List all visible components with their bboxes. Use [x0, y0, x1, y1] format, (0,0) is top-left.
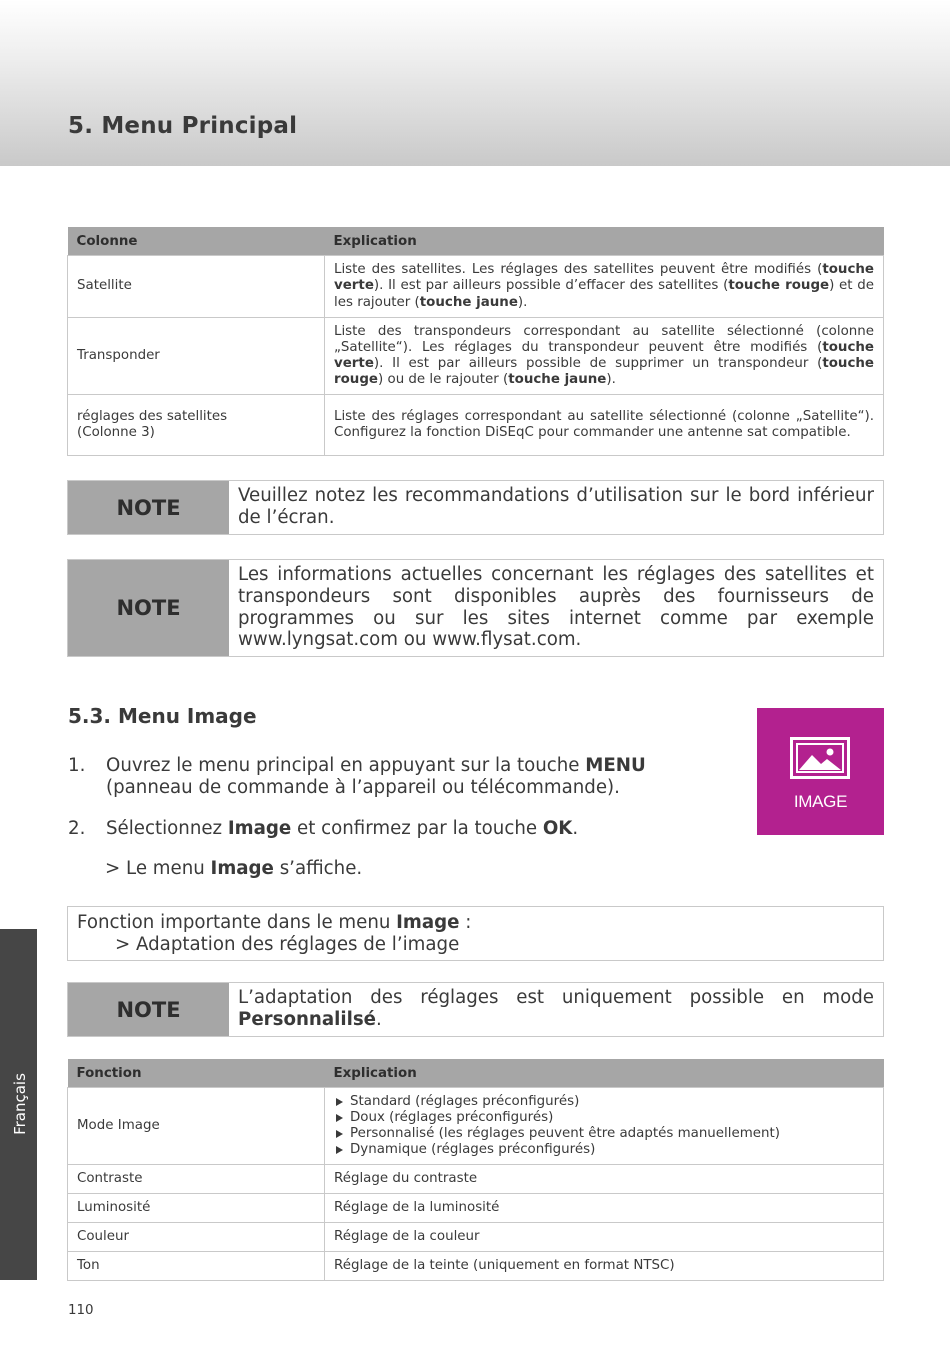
image-functions-table — [67, 1059, 884, 1281]
function-line: Fonction importante dans le menu Image : — [77, 912, 472, 933]
row-name: Mode Image — [68, 1088, 325, 1165]
note-box — [67, 982, 884, 1037]
section-title: 5.3. Menu Image — [68, 704, 257, 728]
note-label: NOTE — [68, 560, 229, 656]
step-result: > Le menu Image s’affiche. — [105, 858, 363, 879]
note-text: L’adaptation des réglages est uniquement possible en mode Personnalilsé. — [238, 987, 874, 1030]
row-explanation: Liste des transpondeurs correspondant au satellite sélectionné (colonne „Satellite“). Les réglages du transpondeur peuvent être modifiés (touche verte). Il est par ailleurs possible de supprimer un transpondeur (touche rouge) ou de le rajouter (touche jaune). — [325, 318, 884, 395]
step-2: 2. Sélectionnez Image et confirmez par la touche OK. — [68, 817, 579, 839]
row-explanation: Réglage du contraste — [325, 1165, 884, 1194]
satellite-columns-table — [67, 227, 884, 456]
picture-frame-icon — [790, 737, 850, 779]
list-item: Dynamique (réglages préconfigurés) — [334, 1142, 874, 1158]
note-text: Les informations actuelles concernant les réglages des satellites et transpondeurs sont disponibles auprès des fournisseurs de programmes ou sur les sites internet comme par exemple www.lyngsat.com ou www.flysat.com. — [238, 564, 874, 651]
table-row — [68, 1194, 884, 1223]
note-label: NOTE — [68, 983, 229, 1036]
table-header-row — [68, 1059, 884, 1088]
row-name: Luminosité — [68, 1194, 325, 1223]
list-item: Standard (réglages préconfigurés) — [334, 1094, 874, 1110]
row-name: réglages des satellites (Colonne 3) — [68, 395, 325, 456]
row-name: Satellite — [68, 256, 325, 318]
note-text: Veuillez notez les recommandations d’utilisation sur le bord inférieur de l’écran. — [238, 485, 874, 528]
table-row — [68, 1223, 884, 1252]
column-header: Colonne — [68, 227, 325, 256]
note-box — [67, 559, 884, 657]
row-explanation: Réglage de la teinte (uniquement en format NTSC) — [325, 1252, 884, 1281]
table-row — [68, 256, 884, 318]
table-header-row — [68, 227, 884, 256]
image-tile-caption: IMAGE — [793, 792, 848, 811]
function-detail: > Adaptation des réglages de l’image — [115, 933, 460, 955]
table-row — [68, 395, 884, 456]
table-row — [68, 1252, 884, 1281]
important-function-box — [67, 906, 884, 961]
page-header — [0, 0, 950, 166]
row-name: Ton — [68, 1252, 325, 1281]
column-header: Fonction — [68, 1059, 325, 1088]
row-name: Contraste — [68, 1165, 325, 1194]
column-header: Explication — [325, 227, 884, 256]
row-explanation: Réglage de la luminosité — [325, 1194, 884, 1223]
row-name: Transponder — [68, 318, 325, 395]
table-row — [68, 1165, 884, 1194]
image-menu-tile — [757, 708, 884, 835]
list-item: Personnalisé (les réglages peuvent être adaptés manuellement) — [334, 1126, 874, 1142]
row-name: Couleur — [68, 1223, 325, 1252]
language-label: Français — [11, 1073, 29, 1135]
list-item: Doux (réglages préconfigurés) — [334, 1110, 874, 1126]
instruction-steps — [68, 755, 728, 839]
row-explanation: Liste des satellites. Les réglages des satellites peuvent être modifiés (touche verte). Il est par ailleurs possible d’effacer des satellites (touche rouge) et de les rajouter (touche jaune). — [325, 256, 884, 318]
note-box — [67, 480, 884, 535]
row-explanation: Réglage de la couleur — [325, 1223, 884, 1252]
note-label: NOTE — [68, 481, 229, 534]
table-row — [68, 318, 884, 395]
column-header: Explication — [325, 1059, 884, 1088]
mode-list — [334, 1094, 874, 1159]
page-title: 5. Menu Principal — [68, 113, 298, 139]
table-row — [68, 1088, 884, 1165]
row-explanation: Liste des réglages correspondant au satellite sélectionné (colonne „Satellite“). Configurez la fonction DiSEqC pour commander une antenne sat compatible. — [325, 395, 884, 456]
row-explanation — [325, 1088, 884, 1165]
page-number: 110 — [68, 1303, 94, 1318]
step-1: 1. Ouvrez le menu principal en appuyant sur la touche MENU (panneau de commande à l’appareil ou télécommande). — [68, 755, 646, 798]
